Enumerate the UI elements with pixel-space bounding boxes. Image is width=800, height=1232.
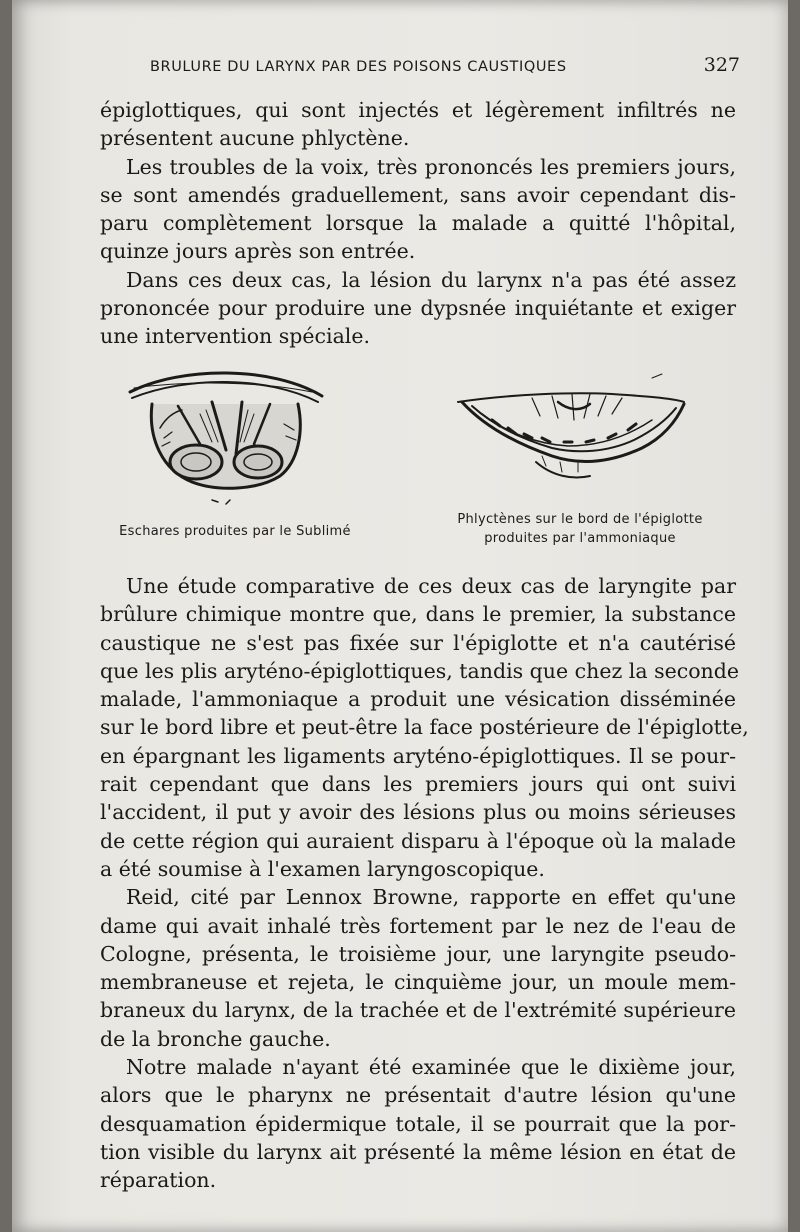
paragraph	[100, 153, 736, 181]
text-line: prononcée pour produire une dypsnée inquiétante et exiger	[100, 296, 736, 321]
text-line: desquamation épidermique totale, il se pourrait que la por-	[100, 1111, 736, 1136]
text-line: malade, l'ammoniaque a produit une vésication disséminée	[100, 687, 736, 712]
text-line: Dans ces deux cas, la lésion du larynx n'a pas été assez	[126, 267, 736, 292]
text-line: Une étude comparative de ces deux cas de laryngite par	[126, 574, 736, 598]
text-line: Reid, cité par Lennox Browne, rapporte en effet qu'une	[126, 885, 736, 910]
text-line: épiglottiques, qui sont injectés et légèrement infiltrés ne	[100, 98, 736, 122]
text-line: alors que le pharynx ne présentait d'autre lésion qu'une	[100, 1083, 736, 1108]
text-line: que les plis aryténo-épiglottiques, tandis que chez la seconde	[100, 658, 740, 683]
paragraph-continuation	[100, 181, 736, 266]
text-line: une intervention spéciale.	[100, 324, 370, 349]
paragraph-continuation	[100, 600, 749, 883]
text-line: Cologne, présenta, le troisième jour, une laryngite pseudo-	[100, 941, 736, 966]
text-line: l'accident, il put y avoir des lésions plus ou moins sérieuses	[100, 800, 736, 825]
epiglottis-phlyctenes-illustration	[458, 374, 684, 477]
text-line: se sont amendés graduellement, sans avoir cependant dis-	[100, 182, 736, 207]
figure-caption-right	[420, 510, 740, 548]
text-line: Les troubles de la voix, très prononcés les premiers jours,	[126, 154, 736, 179]
text-line: caustique ne s'est pas fixée sur l'épiglotte et n'a cautérisé	[100, 630, 736, 655]
text-line: membraneuse et rejeta, le cinquième jour, un moule mem-	[100, 970, 736, 995]
text-line: de la bronche gauche.	[100, 1026, 331, 1051]
text-block-bottom	[100, 572, 749, 1195]
caption-line: produites par l'ammoniaque	[484, 531, 676, 546]
text-line: a été soumise à l'examen laryngoscopique.	[100, 856, 545, 881]
text-line: Notre malade n'ayant été examinée que le dixième jour,	[126, 1055, 736, 1080]
figure-caption-left: Eschares produites par le Sublimé	[119, 524, 351, 539]
paragraph-continuation	[100, 912, 736, 1053]
text-line: réparation.	[100, 1168, 217, 1193]
paragraph-continuation	[100, 294, 736, 351]
running-title: BRULURE DU LARYNX PAR DES POISONS CAUSTIQUES	[150, 59, 567, 75]
book-page	[12, 0, 788, 1232]
text-line: en épargnant les ligaments aryténo-épiglottiques. Il se pour-	[100, 743, 736, 768]
text-block-top	[100, 96, 736, 351]
running-head	[150, 54, 740, 76]
paragraph	[100, 1053, 736, 1081]
paragraph	[100, 883, 736, 911]
text-line: quinze jours après son entrée.	[100, 239, 416, 264]
text-line: tion visible du larynx ait présenté la même lésion en état de	[100, 1139, 736, 1164]
text-line: sur le bord libre et peut-être la face postérieure de l'épiglotte,	[100, 715, 749, 740]
paragraph	[100, 572, 736, 600]
larynx-eschars-illustration	[130, 373, 322, 504]
text-line: rait cependant que dans les premiers jours qui ont suivi	[100, 772, 736, 797]
paragraph	[100, 96, 736, 153]
text-line: présentent aucune phlyctène.	[100, 126, 410, 151]
text-line: braneux du larynx, de la trachée et de l'extrémité supérieure	[100, 998, 736, 1023]
text-line: paru complètement lorsque la malade a quitté l'hôpital,	[100, 211, 736, 236]
paragraph-continuation	[100, 1081, 736, 1194]
text-line: dame qui avait inhalé très fortement par le nez de l'eau de	[100, 913, 736, 938]
paragraph	[100, 266, 736, 294]
caption-line: Phlyctènes sur le bord de l'épiglotte	[457, 512, 703, 527]
page-number: 327	[703, 54, 740, 76]
text-line: de cette région qui auraient disparu à l'époque où la malade	[100, 828, 736, 853]
text-line: brûlure chimique montre que, dans le premier, la substance	[100, 602, 736, 627]
